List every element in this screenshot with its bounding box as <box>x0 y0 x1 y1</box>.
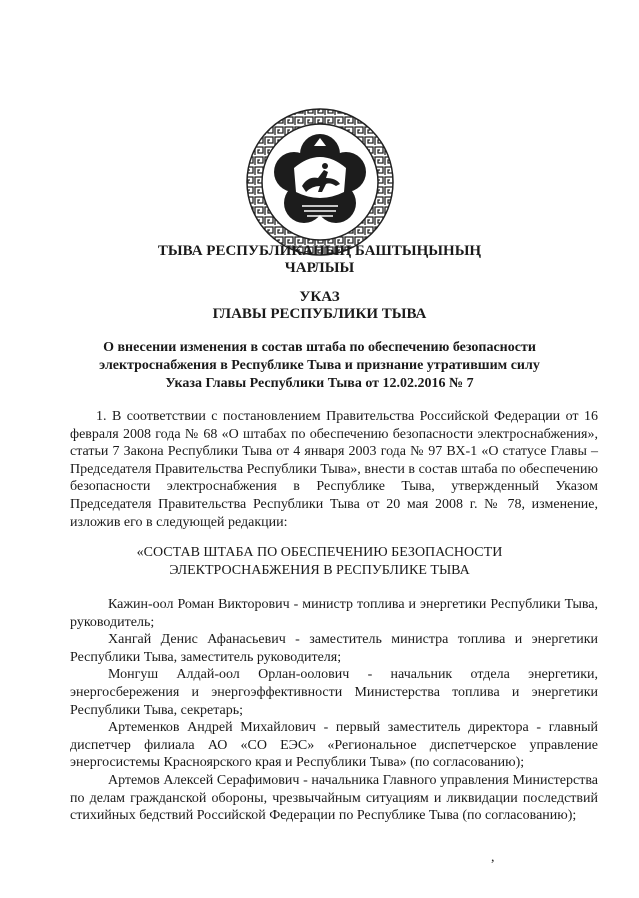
subject-line1: О внесении изменения в состав штаба по обеспечению безопасности <box>103 340 536 355</box>
member-item: Хангай Денис Афанасьевич - заместитель министра топлива и энергетики Республики Тыва, заместитель руководителя; <box>70 632 598 665</box>
composition-title-line1: «СОСТАВ ШТАБА ПО ОБЕСПЕЧЕНИЮ БЕЗОПАСНОСТИ <box>136 545 503 560</box>
composition-title-line2: ЭЛЕКТРОСНАБЖЕНИЯ В РЕСПУБЛИКЕ ТЫВА <box>169 563 470 578</box>
decree-subject <box>0 339 639 393</box>
tuvan-title <box>0 243 639 277</box>
member-item: Артеменков Андрей Михайлович - первый заместитель директора - главный диспетчер филиала АО «СО ЕЭС» «Региональное диспетчерское управление энергосистемы Красноярского края и Республики Тыва» (по согласованию); <box>70 720 598 771</box>
tuvan-title-line1: ТЫВА РЕСПУБЛИКАНЫҢ БАШТЫҢЫНЫҢ <box>157 243 482 259</box>
composition-title <box>0 544 639 580</box>
subject-line3: Указа Главы Республики Тыва от 12.02.2016 № 7 <box>165 376 474 391</box>
tuvan-title-line2: ЧАРЛЫЫ <box>284 260 355 276</box>
paragraph-1: 1. В соответствии с постановлением Правительства Российской Федерации от 16 февраля 2008 года № 68 «О штабах по обеспечению безопасности электроснабжения», статьи 7 Закона Республики Тыва от 4 января 2003 года № 97 ВХ-1 «О статусе Главы – Председателя Правительства Республики Тыва», внести в состав штаба по обеспечению безопасности электроснабжения в Республике Тыва, утвержденный Указом Председателя Правительства Республики Тыва от 20 мая 2008 г. № 78, изменение, изложив его в следующей редакции: <box>70 409 598 530</box>
member-item: Кажин-оол Роман Викторович - министр топлива и энергетики Республики Тыва, руководитель; <box>70 597 598 630</box>
member-item: Монгуш Алдай-оол Орлан-оолович - начальник отдела энергетики, энергосбережения и энергоэффективности Министерства топлива и энергетики Республики Тыва, секретарь; <box>70 667 598 718</box>
coat-of-arms-emblem <box>244 106 396 258</box>
subject-line2: электроснабжения в Республике Тыва и признание утратившим силу <box>99 358 540 373</box>
decree-label: УКАЗ <box>299 289 340 305</box>
page-mark: , <box>491 850 495 865</box>
decree-authority: ГЛАВЫ РЕСПУБЛИКИ ТЫВА <box>212 306 427 322</box>
members-list <box>70 596 598 825</box>
decree-heading <box>0 289 639 323</box>
member-item: Артемов Алексей Серафимович - начальника Главного управления Министерства по делам гражданской обороны, чрезвычайным ситуациям и ликвидации последствий стихийных бедствий Российской Федерации по Республике Тыва (по согласованию); <box>70 772 598 824</box>
